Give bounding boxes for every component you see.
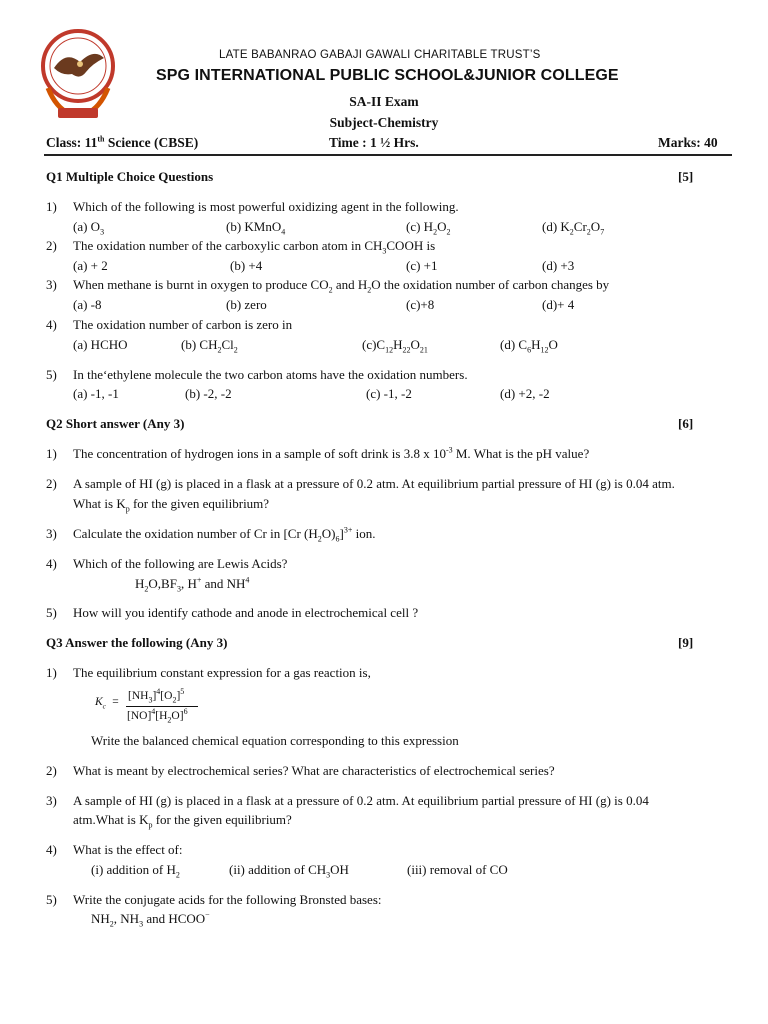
q2-marks: [6] bbox=[678, 416, 694, 431]
q1-item-3-opt-b: (b) zero bbox=[226, 297, 267, 312]
q2-title: Q2 Short answer (Any 3) bbox=[46, 416, 185, 431]
q1-item-4-opt-a: (a) HCHO bbox=[73, 337, 128, 352]
q1-item-4-text: The oxidation number of carbon is zero in bbox=[73, 317, 293, 332]
q1-item-3-num: 3) bbox=[46, 277, 57, 292]
q2-item-2-text-line2: What is $K_p$ for the given equilibrium? bbox=[73, 496, 270, 514]
q1-item-2-num: 2) bbox=[46, 238, 57, 253]
q3-item-1-num: 1) bbox=[46, 665, 57, 680]
q1-item-2-text: The oxidation number of the carboxylic carbon atom in $CH_3COOH$ is bbox=[73, 238, 436, 256]
q1-item-4-opt-b: (b) $CH_2Cl_2$ bbox=[181, 337, 238, 355]
q1-item-1-opt-a: (a) $O_3$ bbox=[73, 219, 105, 237]
q2-item-4-text: Which of the following are Lewis Acids? bbox=[73, 556, 288, 571]
q3-item-2-text: What is meant by electrochemical series? What are characteristics of electrochemical series? bbox=[73, 763, 555, 778]
q2-item-5-num: 5) bbox=[46, 605, 57, 620]
q1-item-1-num: 1) bbox=[46, 199, 57, 214]
subject-name: Subject-Chemistry bbox=[329, 115, 439, 130]
q3-item-5-num: 5) bbox=[46, 892, 57, 907]
exam-name: SA-II Exam bbox=[349, 94, 419, 109]
q3-item-4-opt-1: (i) addition of $H_2$ bbox=[91, 862, 180, 880]
q2-item-2-text: A sample of HI (g) is placed in a flask at a pressure of 0.2 atm. At equilibrium partial pressure of HI (g) is 0.04 atm. bbox=[73, 476, 675, 491]
header-divider bbox=[44, 154, 732, 156]
q1-item-4-opt-c: $(c)C_{12}H_{22}O_{21}$ bbox=[362, 337, 428, 355]
q1-item-3-opt-c: (c)+8 bbox=[406, 297, 435, 312]
q2-item-1-text: The concentration of hydrogen ions in a sample of soft drink is 3.8 x $10^{-3}$ M. What is the pH value? bbox=[73, 445, 590, 461]
q3-item-4-text: What is the effect of: bbox=[73, 842, 183, 857]
school-logo-seal bbox=[40, 28, 116, 126]
q1-item-5-text: In the‘ethylene molecule the two carbon atoms have the oxidation numbers. bbox=[73, 367, 468, 382]
q1-item-1-opt-c: (c) $H_2O_2$ bbox=[406, 219, 451, 237]
time-info: Time : 1 ½ Hrs. bbox=[329, 135, 419, 150]
marks-info: Marks: 40 bbox=[658, 135, 718, 150]
q1-title: Q1 Multiple Choice Questions bbox=[46, 169, 214, 184]
q1-item-5-opt-a: (a) -1, -1 bbox=[73, 386, 119, 401]
q1-item-2-opt-d: (d) +3 bbox=[542, 258, 575, 273]
q2-item-4-num: 4) bbox=[46, 556, 57, 571]
q2-item-1-num: 1) bbox=[46, 446, 57, 461]
q1-item-1-text: Which of the following is most powerful oxidizing agent in the following. bbox=[73, 199, 459, 214]
q1-item-5-opt-b: (b) -2, -2 bbox=[185, 386, 232, 401]
q1-item-2-opt-c: (c) +1 bbox=[406, 258, 438, 273]
q3-title: Q3 Answer the following (Any 3) bbox=[46, 635, 228, 650]
q3-item-4-opt-3: (iii) removal of CO bbox=[407, 862, 508, 877]
q2-item-5-text: How will you identify cathode and anode in electrochemical cell ? bbox=[73, 605, 419, 620]
q3-item-5-text: Write the conjugate acids for the following Bronsted bases: bbox=[73, 892, 382, 907]
q1-item-5-opt-d: (d) +2, -2 bbox=[500, 386, 550, 401]
kc-symbol: $K_c$ = bbox=[95, 696, 120, 711]
q1-item-5-opt-c: (c) -1, -2 bbox=[366, 386, 412, 401]
q1-item-1-opt-d: (d) $K_2Cr_2O_7$ bbox=[542, 219, 605, 237]
q3-item-3-text-line2: atm.What is $K_p$ for the given equilibrium? bbox=[73, 812, 292, 830]
q2-item-3-num: 3) bbox=[46, 526, 57, 541]
q2-item-2-num: 2) bbox=[46, 476, 57, 491]
q2-item-3-text: Calculate the oxidation number of Cr in [Cr $(H_2O)_6]^{3+}$ ion. bbox=[73, 525, 376, 544]
q1-item-2-opt-b: (b) +4 bbox=[230, 258, 263, 273]
q1-item-4-num: 4) bbox=[46, 317, 57, 332]
class-info: Class: 11th Science (CBSE) bbox=[46, 134, 199, 150]
q3-item-4-num: 4) bbox=[46, 842, 57, 857]
q1-item-3-opt-d: (d)+ 4 bbox=[542, 297, 575, 312]
q3-item-2-num: 2) bbox=[46, 763, 57, 778]
kc-numerator: $[NH_3]^4[O_2]^5$ bbox=[128, 687, 185, 705]
q1-item-2-opt-a: (a) + 2 bbox=[73, 258, 108, 273]
q2-item-4-species: $H_2O,BF_3$, H+ and $NH^4$ bbox=[135, 575, 250, 594]
q3-item-1-text-line2: Write the balanced chemical equation corresponding to this expression bbox=[91, 733, 459, 748]
q3-marks: [9] bbox=[678, 635, 694, 650]
q3-item-3-text: A sample of HI (g) is placed in a flask at a pressure of 0.2 atm. At equilibrium partial pressure of HI (g) is 0.04 bbox=[73, 793, 649, 808]
q1-marks: [5] bbox=[678, 169, 694, 184]
q1-item-5-num: 5) bbox=[46, 367, 57, 382]
kc-denominator: $[NO]^4[H_2O]^6$ bbox=[127, 707, 188, 725]
q3-item-1-text: The equilibrium constant expression for a gas reaction is, bbox=[73, 665, 371, 680]
q1-item-4-opt-d: (d) $C_6H_{12}O$ bbox=[500, 337, 558, 355]
q3-item-5-bases: $NH_2$, $NH_3$ and HCOO− bbox=[91, 910, 210, 929]
q3-item-3-num: 3) bbox=[46, 793, 57, 808]
q1-item-3-text: When methane is burnt in oxygen to produce $CO_2$ and $H_2O$ the oxidation number of carbon changes by bbox=[73, 277, 610, 295]
trust-name: LATE BABANRAO GABAJI GAWALI CHARITABLE TRUST’S bbox=[219, 49, 541, 61]
q1-item-3-opt-a: (a) -8 bbox=[73, 297, 102, 312]
school-name: SPG INTERNATIONAL PUBLIC SCHOOL&JUNIOR COLLEGE bbox=[156, 67, 619, 84]
q3-item-4-opt-2: (ii) addition of $CH_3OH$ bbox=[229, 862, 349, 880]
q1-item-1-opt-b: (b) KMnO$_4$ bbox=[226, 219, 286, 237]
